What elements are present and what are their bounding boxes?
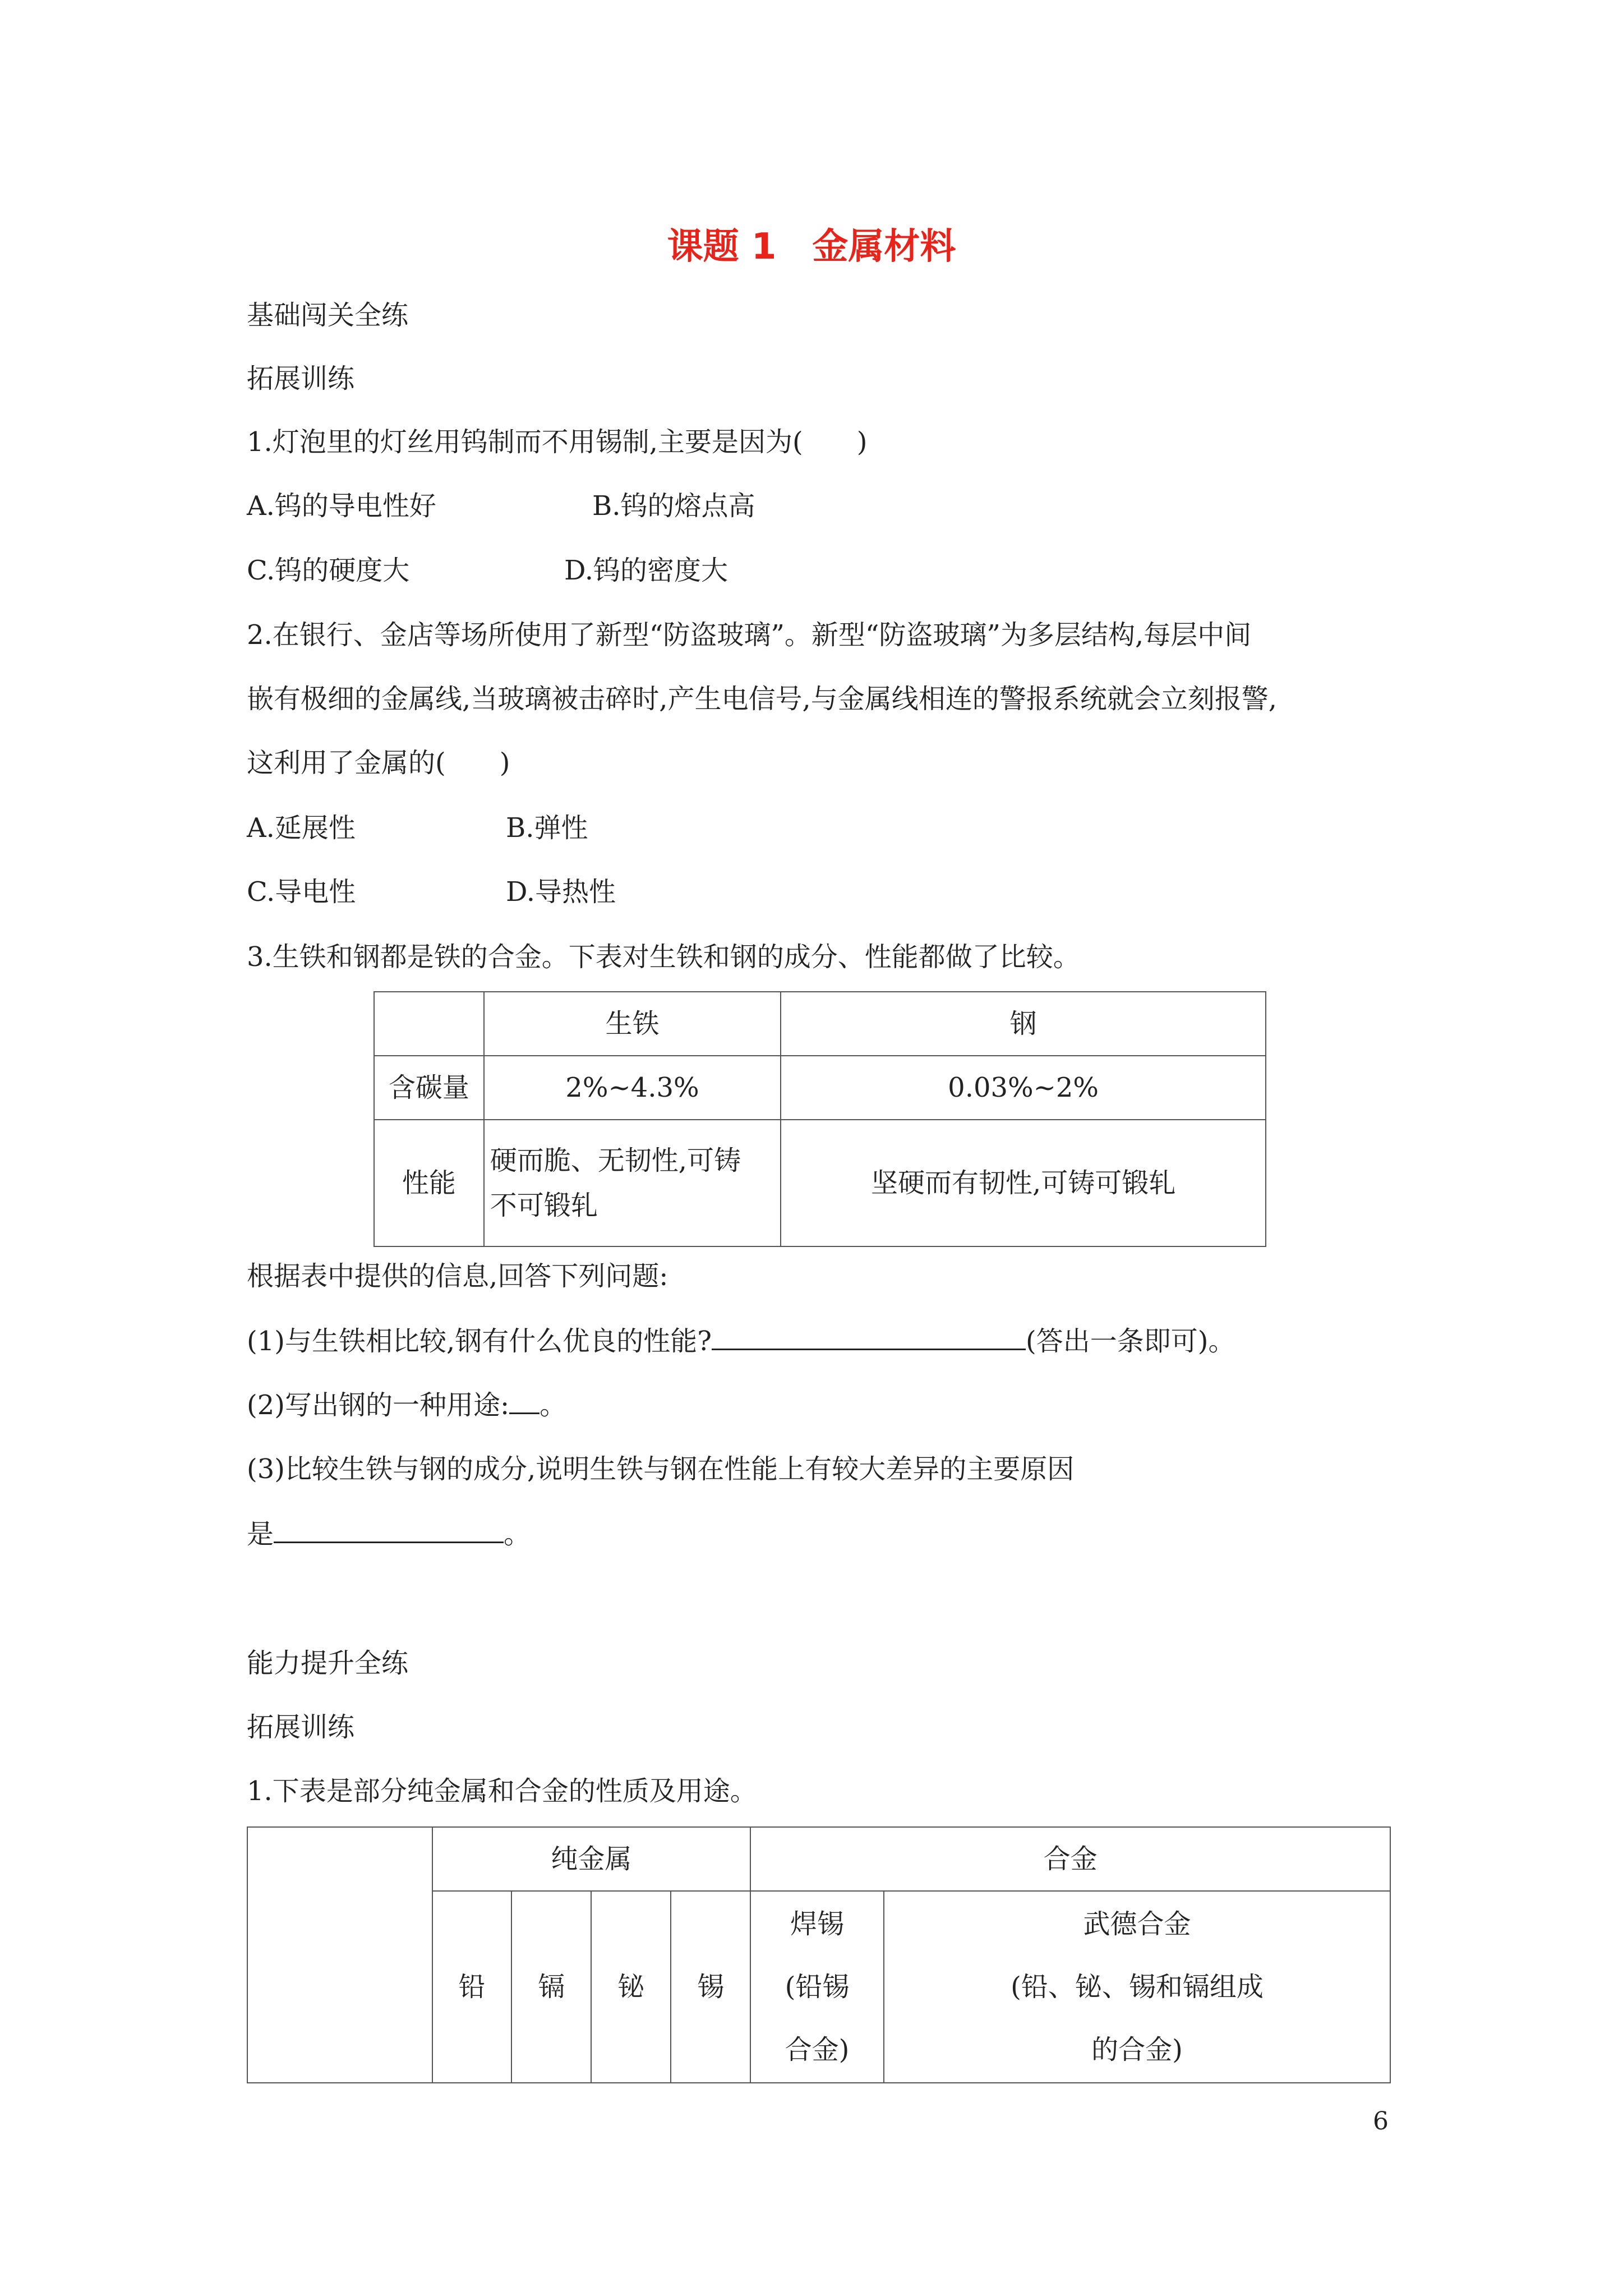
pig-iron-properties-line1: 硬而脆、无韧性,可铸 (490, 1145, 741, 1176)
q3-part3-line2 (247, 1517, 531, 1551)
page-number: 6 (1373, 2107, 1389, 2136)
q2-option-d: D.导热性 (506, 876, 616, 908)
wood-metal-line3: 的合金) (1091, 2034, 1183, 2065)
solder-line2: (铅锡 (785, 1971, 850, 2003)
table-corner-cell (247, 1827, 432, 2083)
pig-iron-properties (484, 1120, 781, 1246)
q3-part3-answer-blank[interactable] (274, 1517, 504, 1543)
metals-alloys-table (247, 1826, 1391, 2083)
question-2-line3: 这利用了金属的( ) (247, 747, 510, 779)
solder-line1: 焊锡 (790, 1908, 845, 1940)
question-4-stem: 1.下表是部分纯金属和合金的性质及用途。 (247, 1775, 757, 1807)
row-label-properties: 性能 (374, 1120, 484, 1246)
q1-option-a: A.钨的导电性好 (247, 490, 436, 522)
metal-tin: 锡 (671, 1891, 750, 2083)
alloy-wood-metal (884, 1891, 1390, 2083)
steel-carbon: 0.03%~2% (781, 1056, 1266, 1120)
q3-part1-suffix: (答出一条即可)。 (1026, 1326, 1235, 1357)
alloy-solder (750, 1891, 884, 2083)
q1-option-b: B.钨的熔点高 (592, 490, 755, 522)
q1-option-d: D.钨的密度大 (564, 555, 728, 586)
q2-option-c: C.导电性 (247, 876, 356, 908)
steel-properties: 坚硬而有韧性,可铸可锻轧 (781, 1120, 1266, 1246)
q3-part2-text: (2)写出钢的一种用途: (247, 1389, 510, 1421)
subsection-heading-2: 拓展训练 (247, 1711, 355, 1743)
q3-intro: 根据表中提供的信息,回答下列问题: (247, 1260, 668, 1292)
q2-option-b: B.弹性 (506, 812, 588, 844)
q3-part2-suffix: 。 (540, 1389, 567, 1421)
q3-part1 (247, 1324, 1235, 1358)
section-heading-basic: 基础闯关全练 (247, 300, 409, 331)
q3-part1-answer-blank[interactable] (712, 1324, 1026, 1350)
section-heading-advanced: 能力提升全练 (247, 1648, 409, 1679)
metal-cadmium: 镉 (511, 1891, 591, 2083)
question-2-line1: 2.在银行、金店等场所使用了新型“防盗玻璃”。新型“防盗玻璃”为多层结构,每层中间 (247, 619, 1252, 651)
q2-option-a: A.延展性 (247, 812, 356, 844)
q3-part3-line1: (3)比较生铁与钢的成分,说明生铁与钢在性能上有较大差异的主要原因 (247, 1453, 1075, 1485)
metal-bismuth: 铋 (591, 1891, 671, 2083)
q1-option-c: C.钨的硬度大 (247, 555, 410, 586)
table-header-empty (374, 992, 484, 1056)
pig-iron-carbon: 2%~4.3% (484, 1056, 781, 1120)
group-pure-metals: 纯金属 (432, 1827, 751, 1891)
question-3-stem: 3.生铁和钢都是铁的合金。下表对生铁和钢的成分、性能都做了比较。 (247, 941, 1080, 973)
metal-lead: 铅 (432, 1891, 512, 2083)
q3-part3-suffix: 。 (504, 1519, 531, 1550)
solder-line3: 合金) (785, 2034, 850, 2065)
wood-metal-line1: 武德合金 (1083, 1908, 1191, 1940)
q3-part2-answer-blank[interactable] (509, 1388, 540, 1414)
wood-metal-line2: (铅、铋、锡和镉组成 (1011, 1971, 1264, 2003)
question-1-stem: 1.灯泡里的灯丝用钨制而不用锡制,主要是因为( ) (247, 426, 868, 458)
table-header-steel: 钢 (781, 992, 1266, 1056)
iron-steel-table (374, 991, 1266, 1247)
question-2-line2: 嵌有极细的金属线,当玻璃被击碎时,产生电信号,与金属线相连的警报系统就会立刻报警, (247, 683, 1278, 715)
table-header-pig-iron: 生铁 (484, 992, 781, 1056)
group-alloys: 合金 (750, 1827, 1390, 1891)
pig-iron-properties-line2: 不可锻轧 (490, 1190, 598, 1221)
q3-part1-text: (1)与生铁相比较,钢有什么优良的性能? (247, 1326, 712, 1357)
page-title: 课题 1 金属材料 (667, 226, 956, 268)
q3-part3-text: 是 (247, 1519, 274, 1550)
row-label-carbon: 含碳量 (374, 1056, 484, 1120)
subsection-heading: 拓展训练 (247, 363, 355, 394)
q3-part2 (247, 1388, 566, 1422)
